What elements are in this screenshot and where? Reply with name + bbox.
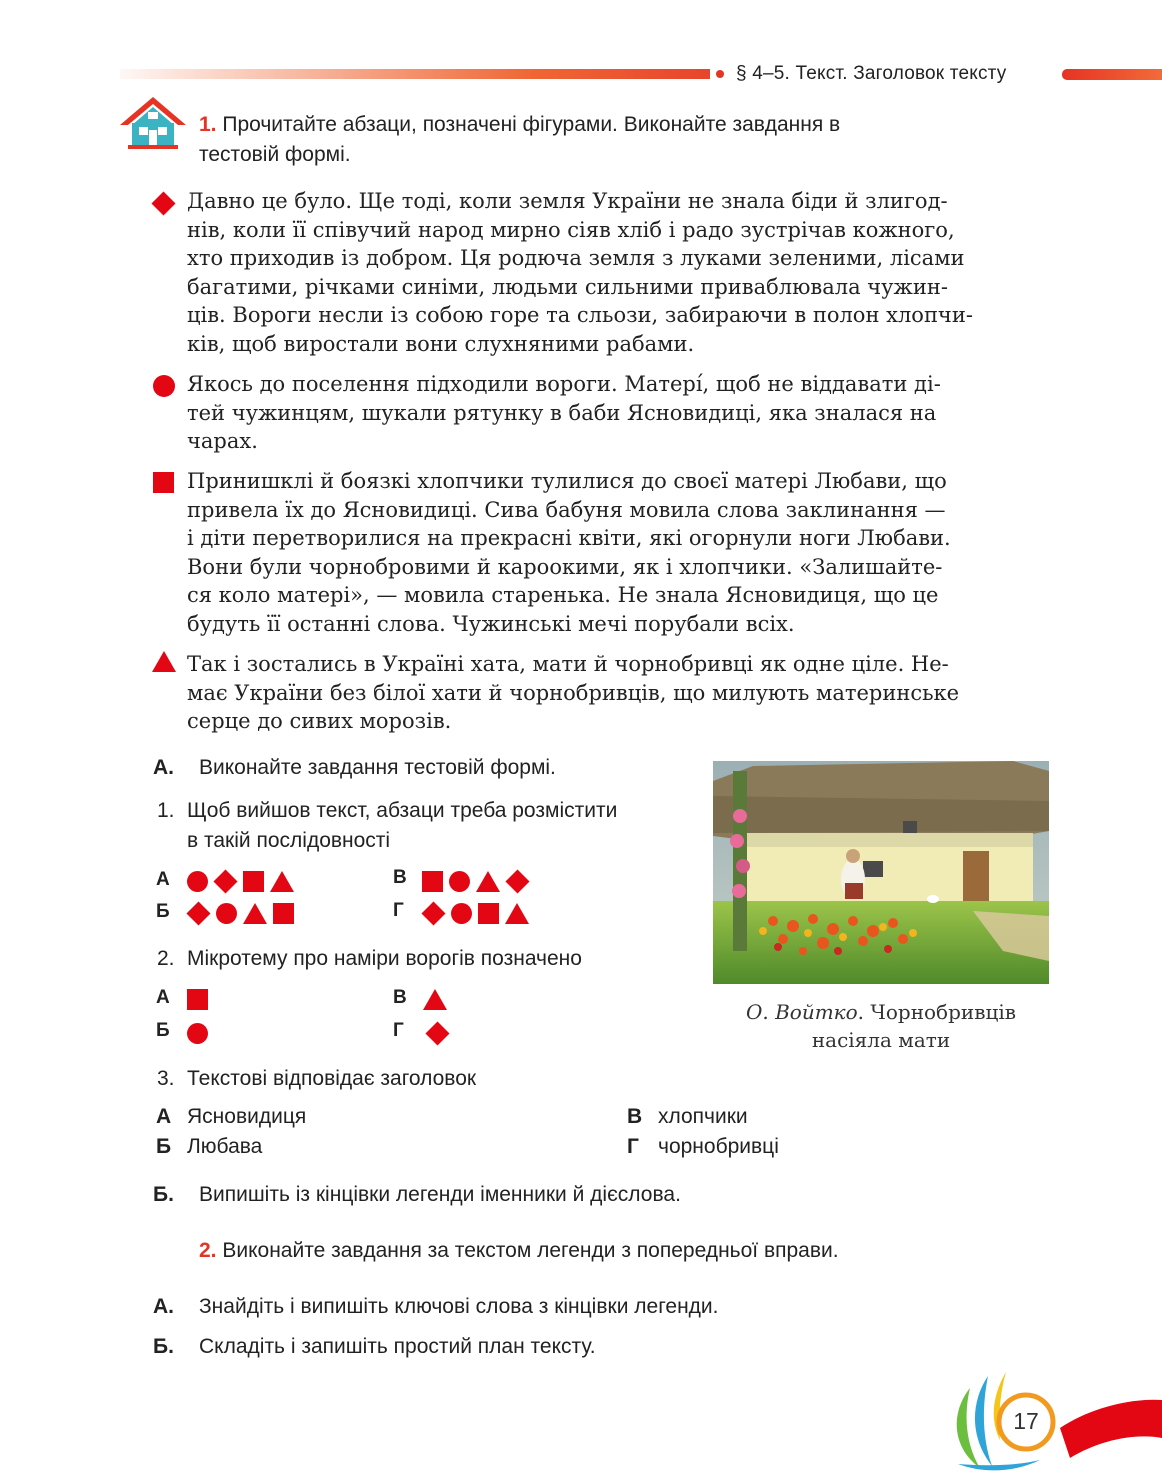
triangle-icon <box>243 903 267 924</box>
diamond-marker <box>151 191 175 215</box>
paragraph-circle: Якось до поселення підходили вороги. Матері́, щоб не віддавати ді- тей чужинцям, шукали рятунку в баби Ясновидиці, яка зналася на чарах. <box>187 372 941 453</box>
painting-image <box>713 761 1049 984</box>
circle-icon <box>216 903 237 924</box>
square-icon <box>273 903 294 924</box>
section-title: § 4–5. Текст. Заголовок тексту <box>736 63 1007 84</box>
exercise-number: 1. <box>199 113 217 136</box>
diamond-icon <box>213 869 237 893</box>
ex2-part-b-letter: Б. <box>153 1335 174 1358</box>
header-stripe <box>120 69 710 79</box>
triangle-icon <box>270 871 294 892</box>
circle-marker <box>153 375 175 397</box>
q3-option-g[interactable]: Г <box>627 1135 639 1158</box>
paragraph-square: Принишклі й боязкі хлопчики тулилися до своєї матері Любави, що привела їх до Ясновидиці. Сива бабуня мовила слова заклинання — і діти перетворилися на прекрасні квіти, які огорнули ноги Любави. Вони були чорнобровими й кароокими, як і хлопчики. «Залишайте- ся коло матері», — мовила старенька. Не знала Ясновидиця, що це будуть її останні слова. Чужинські мечі порубали всіх. <box>187 469 951 636</box>
header-bullet <box>716 70 724 78</box>
diamond-icon <box>505 869 529 893</box>
question-2-number: 2. <box>157 947 175 970</box>
q2-option-a-shape[interactable] <box>187 987 208 1011</box>
q3-option-v-text[interactable]: хлопчики <box>658 1105 748 1128</box>
q1-option-b-shapes[interactable] <box>187 901 294 925</box>
question-1-text: Щоб вийшов текст, абзаци треба розмістити в такій послідовності <box>187 799 618 852</box>
q1-option-a-letter[interactable]: А <box>156 869 170 890</box>
q1-option-g-shapes[interactable] <box>422 901 529 925</box>
exercise-number: 2. <box>199 1239 217 1262</box>
square-icon <box>422 871 443 892</box>
diamond-icon <box>425 1021 449 1045</box>
q2-option-v-shape[interactable] <box>423 987 447 1011</box>
painting-caption: О. Войтко. Чорнобривців насіяла мати <box>745 1000 1017 1052</box>
q2-option-b-letter[interactable]: Б <box>156 1020 170 1041</box>
circle-icon <box>449 871 470 892</box>
question-3-number: 3. <box>157 1067 175 1090</box>
square-icon <box>243 871 264 892</box>
question-2-text: Мікротему про наміри ворогів позначено <box>187 947 582 970</box>
q1-option-v-letter[interactable]: В <box>393 867 407 888</box>
q2-option-g-letter[interactable]: Г <box>393 1020 404 1041</box>
ex2-part-a-letter: А. <box>153 1295 174 1318</box>
q3-option-a-text[interactable]: Ясновидиця <box>187 1105 307 1128</box>
q1-option-b-letter[interactable]: Б <box>156 901 170 922</box>
circle-icon <box>187 871 208 892</box>
q2-option-g-shape[interactable] <box>426 1021 449 1045</box>
circle-icon <box>187 1023 208 1044</box>
square-marker <box>153 472 174 493</box>
triangle-icon <box>505 903 529 924</box>
house-icon <box>118 95 188 153</box>
exercise-1-instruction: 1. Прочитайте абзаци, позначені фігурами. Виконайте завдання в тестовій формі. <box>199 113 841 166</box>
exercise-2-instruction: 2. Виконайте завдання за текстом легенди з попередньої вправи. <box>199 1239 839 1262</box>
q2-option-b-shape[interactable] <box>187 1021 208 1045</box>
q2-option-a-letter[interactable]: А <box>156 987 170 1008</box>
q1-option-g-letter[interactable]: Г <box>393 900 404 921</box>
part-b-letter: Б. <box>153 1183 174 1206</box>
diamond-icon <box>186 901 210 925</box>
triangle-marker <box>152 651 176 672</box>
header-tab <box>1062 69 1162 80</box>
diamond-icon <box>421 901 445 925</box>
part-a-letter: А. <box>153 756 174 779</box>
square-icon <box>478 903 499 924</box>
q3-option-b-text[interactable]: Любава <box>187 1135 263 1158</box>
part-b-text: Випишіть із кінцівки легенди іменники й дієслова. <box>199 1183 681 1206</box>
square-icon <box>187 989 208 1010</box>
q3-option-b[interactable]: Б <box>156 1135 172 1158</box>
ex2-part-a-text: Знайдіть і випишіть ключові слова з кінцівки легенди. <box>199 1295 719 1318</box>
ex2-part-b-text: Складіть і запишіть простий план тексту. <box>199 1335 596 1358</box>
q1-option-v-shapes[interactable] <box>422 869 529 893</box>
q3-option-g-text[interactable]: чорнобривці <box>658 1135 779 1158</box>
q3-option-a[interactable]: А <box>156 1105 172 1128</box>
circle-icon <box>451 903 472 924</box>
question-3-text: Текстові відповідає заголовок <box>187 1067 477 1090</box>
triangle-icon <box>423 989 447 1010</box>
triangle-icon <box>476 871 500 892</box>
paragraph-diamond: Давно це було. Ще тоді, коли земля України не знала біди й злигод- нів, коли її співучий народ мирно сіяв хліб і радо зустрічав кожного, хто приходив із добром. Ця родюча земля з луками зеленими, лісами багатими, річками синіми, людьми сильними приваблювала чужин- ців. Вороги несли із собою горе та сльози, забираючи в полон хлопчи- ків, щоб виростали вони слухняними рабами. <box>187 189 973 356</box>
q3-option-v[interactable]: В <box>627 1105 643 1128</box>
question-1-number: 1. <box>157 799 175 822</box>
paragraph-triangle: Так і зостались в Україні хата, мати й чорнобривці як одне ціле. Не- має України без білої хати й чорнобривців, що милують материнське серце до сивих морозів. <box>187 652 960 733</box>
q1-option-a-shapes[interactable] <box>187 869 294 893</box>
page-number: 17 <box>1013 1408 1039 1434</box>
part-a-text: Виконайте завдання тестовій формі. <box>199 756 556 779</box>
q2-option-v-letter[interactable]: В <box>393 987 407 1008</box>
